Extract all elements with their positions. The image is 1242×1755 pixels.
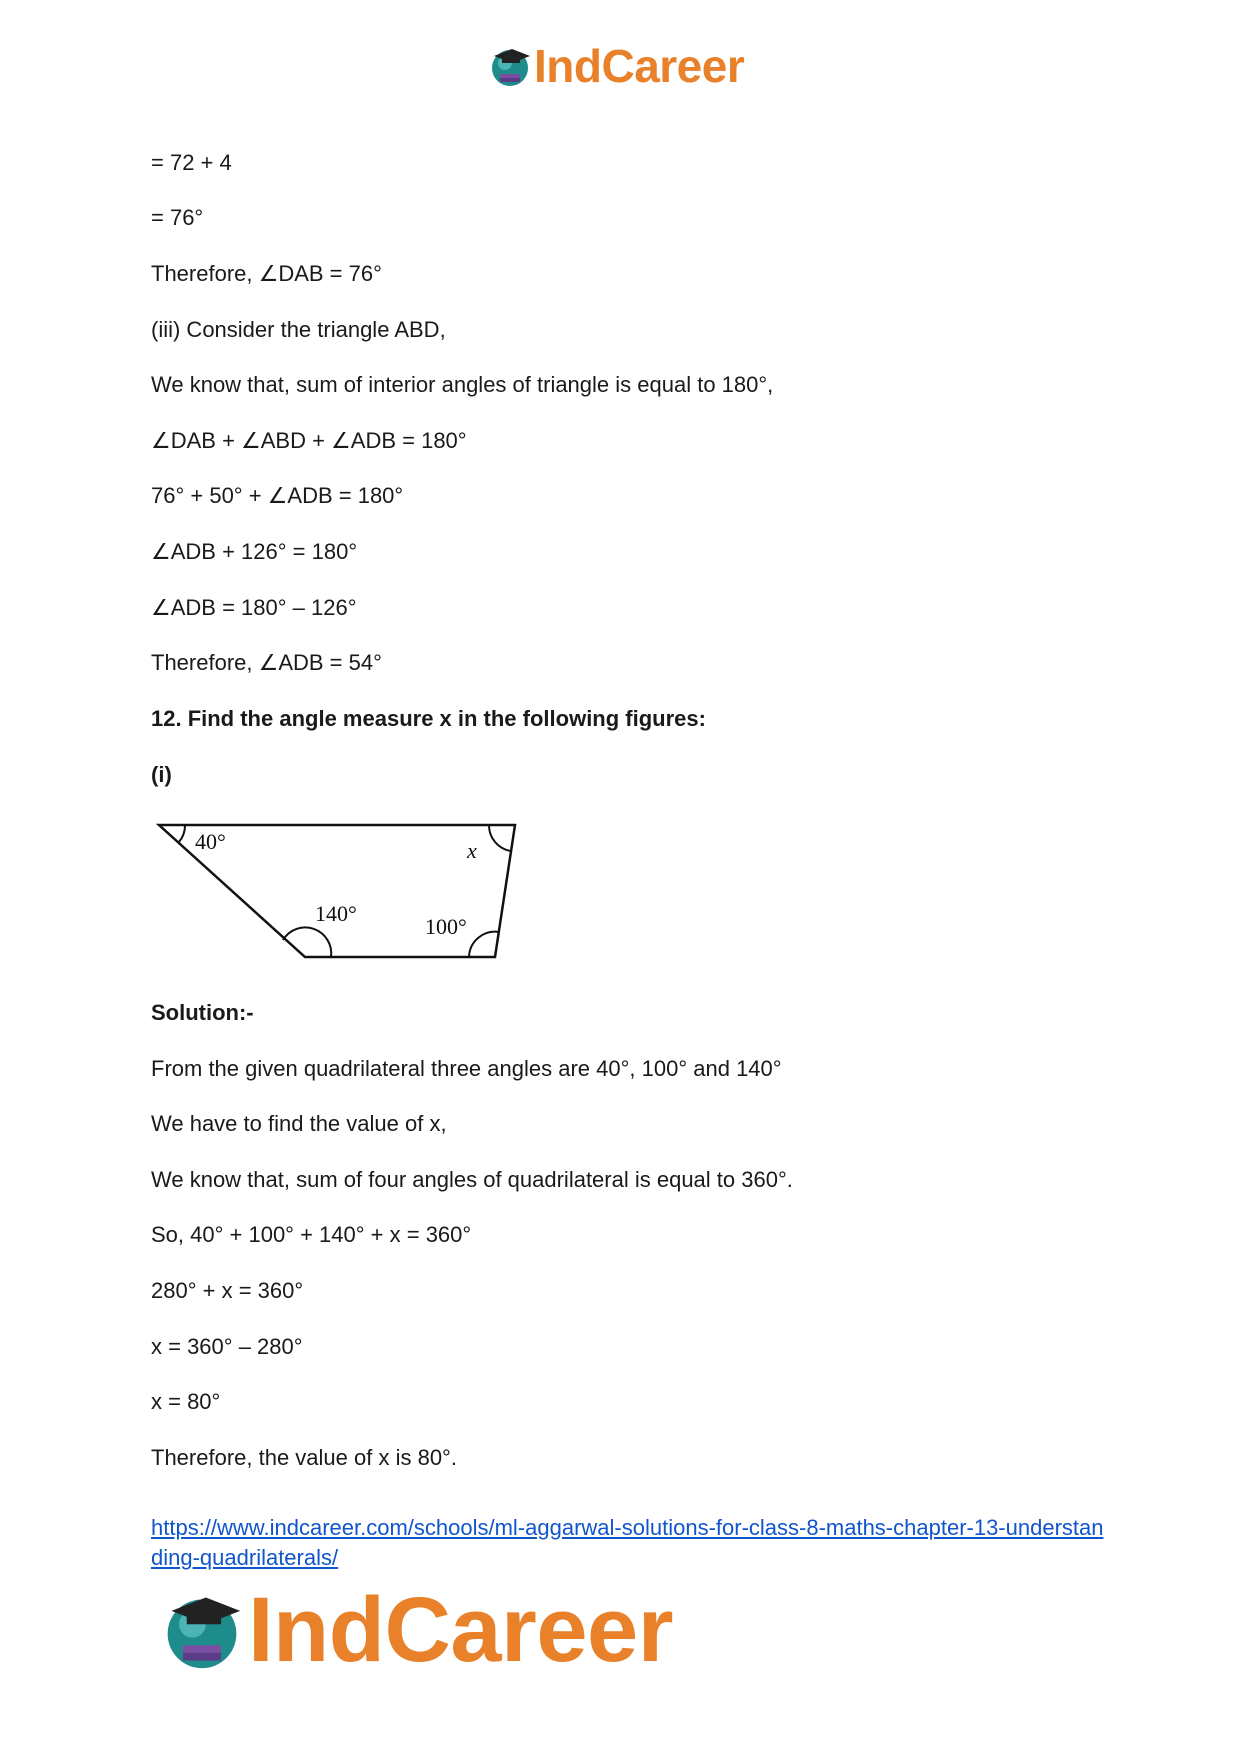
- text-line: x = 80°: [151, 1389, 221, 1414]
- text-line: = 76°: [151, 205, 204, 230]
- text-line: We know that, sum of four angles of quadrilateral is equal to 360°.: [151, 1167, 793, 1192]
- text-line: = 72 + 4: [151, 150, 232, 175]
- text-line: Therefore, ∠DAB = 76°: [151, 261, 382, 286]
- angle-label-b: 140°: [315, 901, 357, 926]
- text-line: 76° + 50° + ∠ADB = 180°: [151, 483, 404, 508]
- text-line: 280° + x = 360°: [151, 1278, 304, 1303]
- subpart-label: (i): [151, 762, 172, 787]
- text-line: ∠ADB + 126° = 180°: [151, 539, 358, 564]
- header-logo-text: IndCareer: [534, 40, 745, 92]
- header-logo: [488, 40, 744, 92]
- text-line: ∠DAB + ∠ABD + ∠ADB = 180°: [151, 428, 467, 453]
- graduation-globe-icon: [488, 44, 532, 88]
- text-line: (iii) Consider the triangle ABD,: [151, 317, 446, 342]
- angle-arc-x: [489, 825, 511, 851]
- source-link[interactable]: https://www.indcareer.com/schools/ml-aggarwal-solutions-for-class-8-maths-chapter-13-understanding-quadrilaterals/: [151, 1515, 1104, 1570]
- text-line: Therefore, ∠ADB = 54°: [151, 650, 382, 675]
- footer-logo-text: IndCareer: [248, 1579, 673, 1681]
- question-heading: 12. Find the angle measure x in the following figures:: [151, 706, 706, 731]
- angle-label-x: x: [467, 838, 477, 863]
- text-line: ∠ADB = 180° – 126°: [151, 595, 357, 620]
- angle-arc-a: [179, 825, 185, 842]
- quadrilateral-figure: [151, 815, 523, 963]
- text-line: We have to find the value of x,: [151, 1111, 447, 1136]
- angle-label-a: 40°: [195, 829, 226, 854]
- footer-logo: [160, 1579, 673, 1681]
- text-line: Therefore, the value of x is 80°.: [151, 1445, 457, 1470]
- graduation-globe-icon: [160, 1588, 244, 1672]
- angle-label-c: 100°: [425, 914, 467, 939]
- solution-heading: Solution:-: [151, 1000, 254, 1025]
- text-line: From the given quadrilateral three angles are 40°, 100° and 140°: [151, 1056, 782, 1081]
- text-line: So, 40° + 100° + 140° + x = 360°: [151, 1222, 472, 1247]
- text-line: x = 360° – 280°: [151, 1334, 303, 1359]
- text-line: We know that, sum of interior angles of triangle is equal to 180°,: [151, 372, 774, 397]
